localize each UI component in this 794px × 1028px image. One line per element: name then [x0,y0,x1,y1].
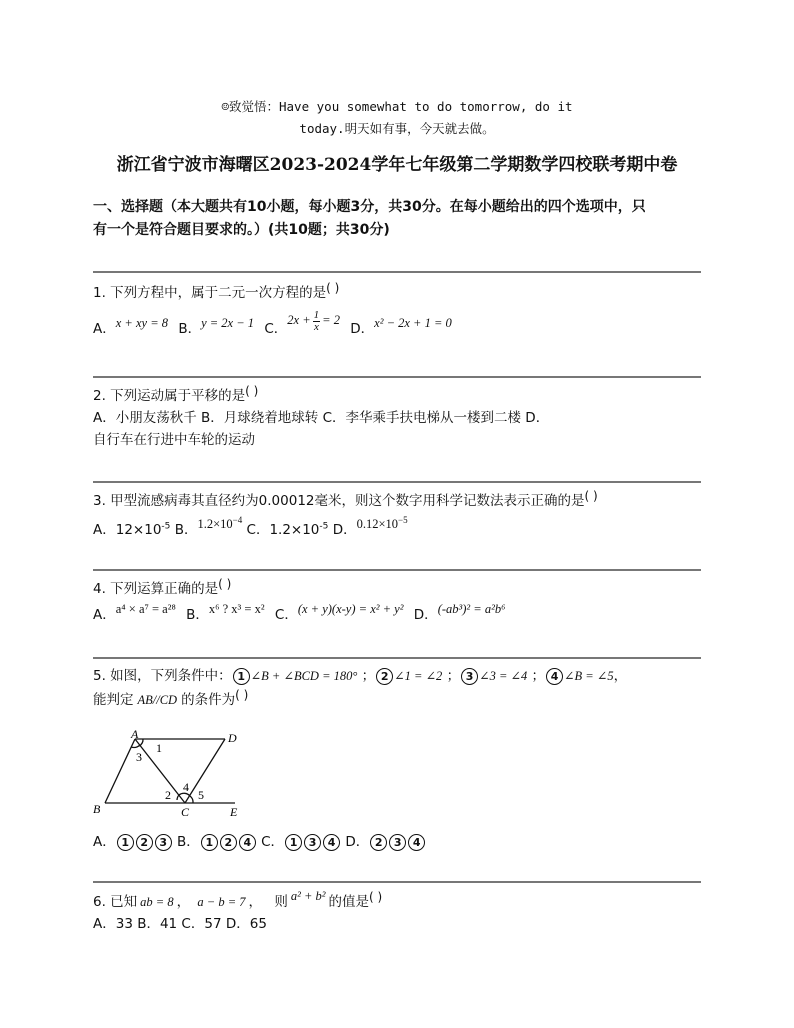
option-c: C．$1.2\times 10^{-5}$ [246,521,329,539]
divider [93,881,701,883]
option-a: x + xy = 8 [115,316,169,330]
fraction: $\frac{1}{x}$ [313,308,320,333]
question-3-stem: 3. 甲型流感病毒其直径约为0.00012毫米，则这个数字用科学记数法表示正确的是( ) [93,489,598,509]
option-a: a⁴ × a⁷ = a²⁸ [115,602,176,616]
option-c: 2x + $\frac{1}{x}$ = 2 [287,308,340,333]
question-2-options-cont: 自行车在行进中车轮的运动 [93,432,255,448]
question-4 [93,578,705,626]
option-d: $0.12\times 10^{-5}$ [356,515,408,532]
question-3-options: A．$12\times 10^{-5}$ B．$1.2\times 10^{-4}$ C．$1.2\times 10^{-5}$ D．$0.12\times 10^{-5}$ [93,515,408,539]
question-1-options [93,308,705,342]
angle-3-label: 3 [136,750,142,764]
question-5-options: A． 1 2 3 B． 1 2 4 C． 1 3 4 D． 2 3 4 [93,831,705,853]
section-header [93,196,705,242]
divider [93,657,701,659]
question-1 [93,282,705,342]
question-2-options: A．小朋友荡秋千 B．月球绕着地球转 C．李华乘手扶电梯从一楼到二楼 D． [93,410,550,426]
question-4-stem: 4. 下列运算正确的是( ) [93,577,232,597]
divider [93,271,701,273]
option-c: (x + y)(x-y) = x² + y² [297,602,404,616]
label-c: C [181,805,190,819]
option-b-label: B． [178,321,202,337]
question-5-stem: 5. 如图，下列条件中： 1 ∠B + ∠BCD = 180° ； 2 ∠1 = ∠2 ； 3 ∠3 = ∠4 ； 4 ∠B = ∠5， [93,668,628,684]
exam-title: 浙江省宁波市海曙区2023-2024学年七年级第二学期数学四校联考期中卷 [116,155,678,175]
option-b: $1.2\times 10^{-4}$ [197,515,243,532]
question-6 [93,891,705,935]
question-3 [93,490,705,541]
angle-5-label: 5 [198,788,204,802]
label-e: E [230,805,238,819]
divider [93,376,701,378]
question-2 [93,385,705,451]
angle-4-label: 4 [183,780,189,794]
question-4-options: A．a⁴ × a⁷ = a²⁸ B．x⁶ ? x³ = x² C．(x + y)(x-y) = x² + y² D．(-ab³)² = a²b⁶ [93,602,506,623]
motto [0,96,794,140]
question-2-stem: 2. 下列运动属于平移的是( ) [93,384,259,404]
divider [93,481,701,483]
question-1-stem: 1. 下列方程中，属于二元一次方程的是( ) [93,281,340,301]
option-c-label: C． [264,321,288,337]
section-line-2: 有一个是符合题目要求的。）(共10题；共30分) [93,222,390,238]
option-d-label: D． [350,321,375,337]
option-b: y = 2x − 1 [201,316,255,330]
motto-line-2: today.明天如有事，今天就去做。 [299,121,495,136]
label-b: B [93,802,101,816]
option-d: x² − 2x + 1 = 0 [374,316,452,330]
option-d: (-ab³)² = a²b⁶ [437,602,506,616]
label-a: A [131,727,139,741]
question-6-options: A．33 B．41 C．57 D．65 [93,916,267,932]
question-6-stem: 6. 已知 ab = 8 ， a − b = 7 ， 则 a² + b² 的值是( ) [93,889,383,910]
option-a-label: A． [93,321,116,337]
divider [93,569,701,571]
question-5-stem-cont: 能判定 AB//CD 的条件为( ) [93,688,249,708]
label-d: D [228,731,237,745]
angle-1-label: 1 [156,741,162,755]
motto-line-1: ☺致觉悟：Have you somewhat to do tomorrow, do it [221,99,573,114]
angle-2-label: 2 [165,788,171,802]
option-b: x⁶ ? x³ = x² [208,602,265,616]
option-a: A．$12\times 10^{-5}$ [93,521,171,539]
section-line-1: 一、选择题（本大题共有10小题，每小题3分，共30分。在每小题给出的四个选项中，只 [93,199,646,215]
parallelogram-figure [93,727,253,822]
question-5 [93,665,705,711]
